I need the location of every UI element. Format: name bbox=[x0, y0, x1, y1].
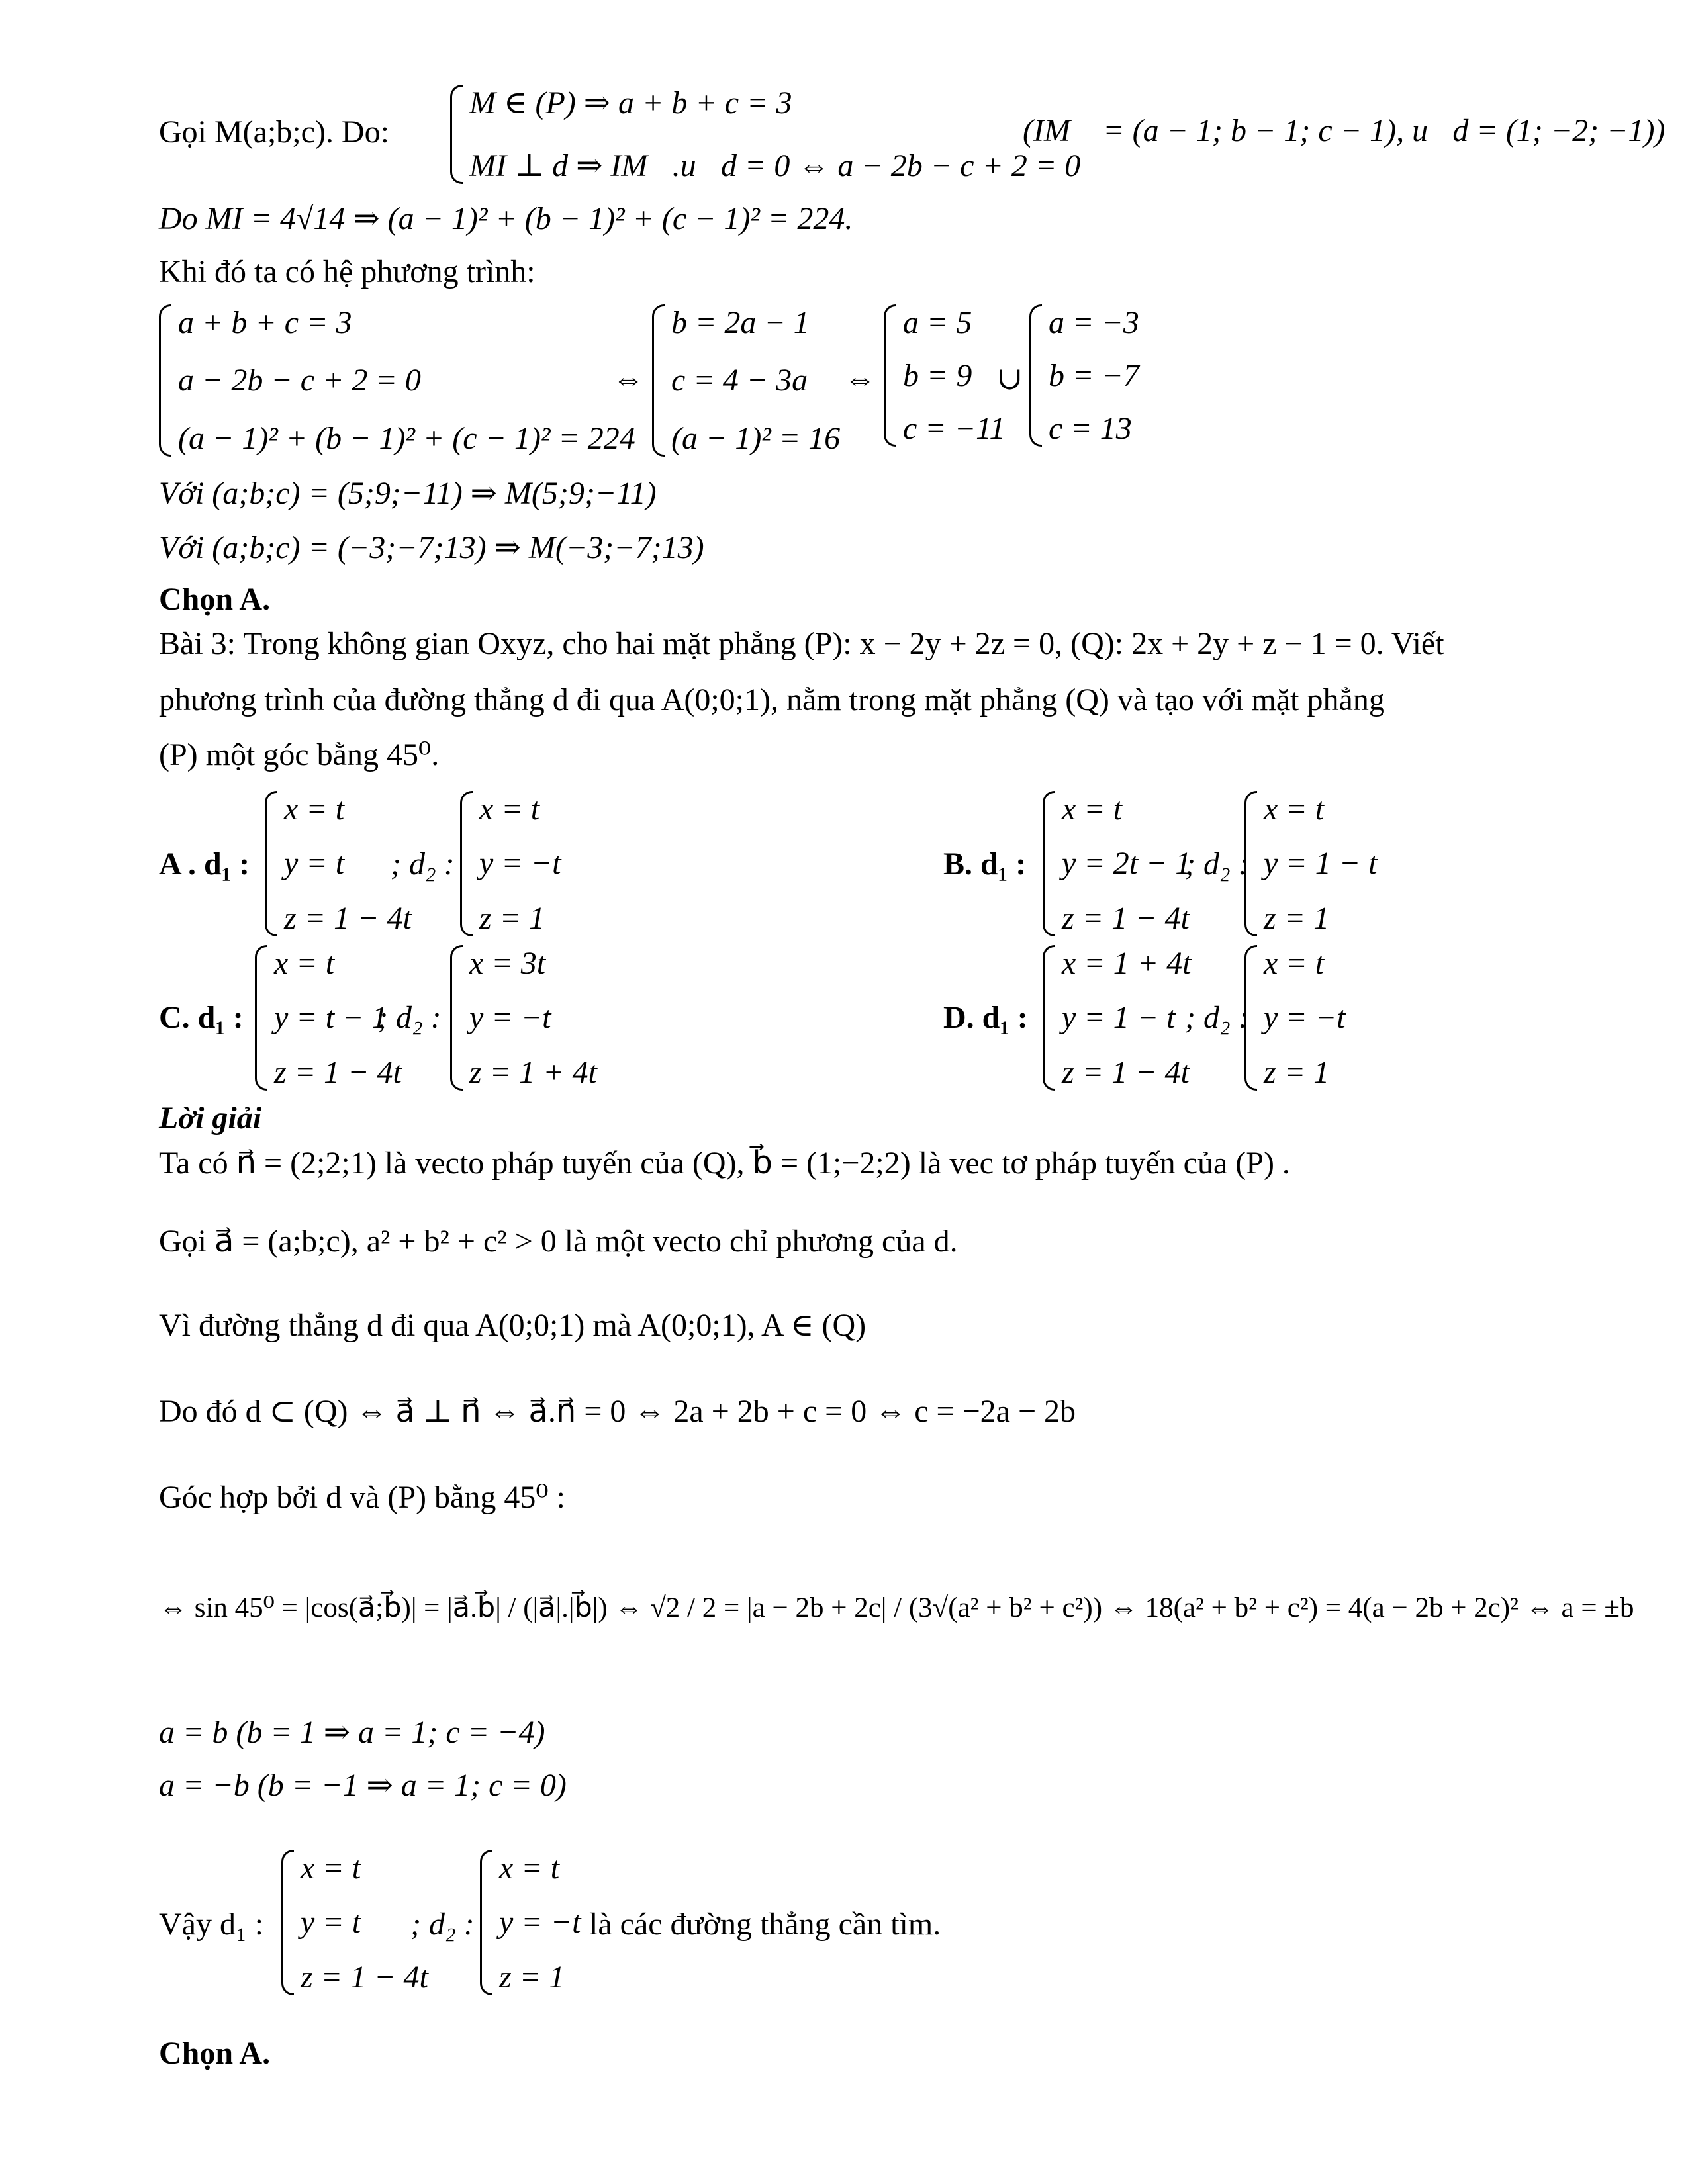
sys-row: x = 3t bbox=[469, 946, 546, 981]
sys-row: MI ⊥ d ⇒ IM⃗.u⃗d = 0 ⇔ a − 2b − c + 2 = 0 bbox=[469, 148, 1081, 183]
sys-row: x = t bbox=[1062, 792, 1123, 827]
brace bbox=[1244, 945, 1257, 1091]
problem-3-line-3: (P) một góc bằng 45⁰. bbox=[159, 737, 440, 772]
sys-row: y = −t bbox=[499, 1905, 581, 1940]
solution-line-7: a = b (b = 1 ⇒ a = 1; c = −4) bbox=[159, 1715, 545, 1750]
solution-line-8: a = −b (b = −1 ⇒ a = 1; c = 0) bbox=[159, 1768, 567, 1803]
conclusion-end: là các đường thẳng cần tìm. bbox=[589, 1907, 941, 1942]
sys-row: a = 5 bbox=[903, 305, 972, 340]
conclusion-mid: ; d₂ : bbox=[410, 1907, 475, 1942]
option-a-d1 bbox=[265, 791, 412, 936]
brace bbox=[1043, 791, 1055, 936]
sys-row: y = 2t − 1 bbox=[1062, 846, 1192, 882]
solution-line-2: Gọi a⃗ = (a;b;c), a² + b² + c² > 0 là một vecto chỉ phương của d. bbox=[159, 1224, 958, 1259]
sys-row: a + b + c = 3 bbox=[178, 305, 352, 340]
case-1: Với (a;b;c) = (5;9;−11) ⇒ M(5;9;−11) bbox=[159, 476, 657, 511]
solution-line-6: ⇔ sin 45⁰ = |cos(a⃗;b⃗)| = |a⃗.b⃗| / (|a⃗|.|b⃗|) ⇔ √2 / 2 = |a − 2b + 2c| / (3√(a² + b² + c²)) ⇔ 18(a² + b² + c²) = 4(a − 2b + 2c)² ⇔ a = ±b bbox=[159, 1592, 1634, 1623]
option-b-label: B. d₁ : bbox=[943, 846, 1027, 882]
brace bbox=[281, 1850, 294, 1995]
option-d-mid: ; d₂ : bbox=[1185, 1000, 1249, 1035]
sys-row: z = 1 + 4t bbox=[469, 1054, 597, 1090]
answer-2: Chọn A. bbox=[159, 2036, 271, 2071]
sys-row: z = 1 − 4t bbox=[1062, 900, 1190, 936]
sys-row: (a − 1)² + (b − 1)² + (c − 1)² = 224 bbox=[178, 420, 635, 456]
system-m-conditions bbox=[450, 85, 1080, 184]
sys-row: y = −t bbox=[1264, 1000, 1346, 1036]
brace bbox=[480, 1850, 492, 1995]
sys-row: c = 13 bbox=[1049, 410, 1132, 446]
sys-row: x = t bbox=[479, 792, 540, 827]
sys-row: c = −11 bbox=[903, 410, 1006, 446]
system-3 bbox=[884, 304, 1006, 447]
case-2: Với (a;b;c) = (−3;−7;13) ⇒ M(−3;−7;13) bbox=[159, 530, 704, 565]
sys-row: z = 1 bbox=[1264, 1054, 1330, 1090]
sys-row: x = t bbox=[301, 1850, 361, 1886]
sys-row: x = t bbox=[274, 946, 335, 981]
option-c-d2 bbox=[450, 945, 597, 1091]
sys-row: z = 1 − 4t bbox=[301, 1959, 428, 1995]
option-c-mid: ; d₂ : bbox=[377, 1000, 442, 1035]
sys-row: b = 2a − 1 bbox=[671, 305, 810, 340]
goi-m-line: Gọi M(a;b;c). Do: bbox=[159, 114, 389, 150]
sys-row: x = t bbox=[499, 1850, 560, 1886]
sys-row: y = −t bbox=[479, 846, 561, 882]
sys-row: b = −7 bbox=[1049, 357, 1139, 393]
brace bbox=[884, 304, 896, 447]
sys-row: x = t bbox=[284, 792, 345, 827]
conclusion-d1 bbox=[281, 1850, 428, 1995]
option-d-d2 bbox=[1244, 945, 1345, 1091]
option-c-label: C. d₁ : bbox=[159, 1000, 244, 1035]
brace bbox=[450, 945, 463, 1091]
brace bbox=[1043, 945, 1055, 1091]
option-d-d1 bbox=[1043, 945, 1191, 1091]
sys-row: y = t − 1 bbox=[274, 1000, 388, 1036]
brace bbox=[255, 945, 267, 1091]
sys-row: a = −3 bbox=[1049, 305, 1139, 340]
brace bbox=[1029, 304, 1042, 447]
option-a-mid: ; d₂ : bbox=[391, 846, 455, 882]
conclusion-label: Vậy d₁ : bbox=[159, 1907, 264, 1942]
iff-symbol: ⇔ bbox=[844, 361, 876, 396]
sys-row: y = 1 − t bbox=[1264, 846, 1378, 882]
option-b-d2 bbox=[1244, 791, 1377, 936]
sys-row: y = 1 − t bbox=[1062, 1000, 1176, 1036]
option-b-d1 bbox=[1043, 791, 1191, 936]
sys-row: x = 1 + 4t bbox=[1062, 946, 1192, 981]
solution-line-4: Do đó d ⊂ (Q) ⇔ a⃗ ⊥ n⃗ ⇔ a⃗.n⃗ = 0 ⇔ 2a + 2b + c = 0 ⇔ c = −2a − 2b bbox=[159, 1394, 1076, 1429]
brace bbox=[450, 85, 463, 184]
sys-row: y = t bbox=[284, 846, 345, 882]
brace bbox=[460, 791, 473, 936]
brace bbox=[652, 304, 665, 457]
solution-line-1: Ta có n⃗ = (2;2;1) là vecto pháp tuyến của (Q), b⃗ = (1;−2;2) là vec tơ pháp tuyến của (P) . bbox=[159, 1146, 1290, 1181]
sys-row: x = t bbox=[1264, 792, 1325, 827]
sys-row: z = 1 − 4t bbox=[284, 900, 412, 936]
union-symbol: ∪ bbox=[996, 361, 1023, 396]
mi-length-line: Do MI = 4√14 ⇒ (a − 1)² + (b − 1)² + (c − 1)² = 224. bbox=[159, 201, 853, 236]
brace bbox=[265, 791, 277, 936]
sys-row: a − 2b − c + 2 = 0 bbox=[178, 363, 421, 398]
sys-row: M ∈ (P) ⇒ a + b + c = 3 bbox=[469, 85, 792, 120]
sys-row: y = −t bbox=[469, 1000, 551, 1036]
system-1 bbox=[159, 304, 635, 457]
option-a-label: A . d₁ : bbox=[159, 846, 250, 882]
option-d-label: D. d₁ : bbox=[943, 1000, 1028, 1035]
sys-row: y = t bbox=[301, 1905, 361, 1940]
sys-row: x = t bbox=[1264, 946, 1325, 981]
im-vector-note: (IM⃗ = (a − 1; b − 1; c − 1), u⃗d = (1; −2; −1)) bbox=[1023, 113, 1665, 148]
option-b-mid: ; d₂ : bbox=[1185, 846, 1249, 882]
iff-symbol: ⇔ bbox=[612, 361, 644, 396]
sys-row: z = 1 − 4t bbox=[1062, 1054, 1190, 1090]
brace bbox=[1244, 791, 1257, 936]
sys-row: b = 9 bbox=[903, 357, 972, 393]
solution-line-3: Vì đường thẳng d đi qua A(0;0;1) mà A(0;0;1), A ∈ (Q) bbox=[159, 1308, 867, 1343]
solution-heading: Lời giải bbox=[159, 1101, 262, 1136]
option-a-d2 bbox=[460, 791, 561, 936]
problem-3-line-1: Bài 3: Trong không gian Oxyz, cho hai mặt phẳng (P): x − 2y + 2z = 0, (Q): 2x + 2y + z − 1 = 0. Viết bbox=[159, 626, 1444, 661]
solution-line-5: Góc hợp bởi d và (P) bằng 45⁰ : bbox=[159, 1480, 565, 1515]
system-2 bbox=[652, 304, 840, 457]
sys-row: (a − 1)² = 16 bbox=[671, 420, 841, 456]
sys-row: z = 1 bbox=[479, 900, 545, 936]
problem-3-line-2: phương trình của đường thẳng d đi qua A(0;0;1), nằm trong mặt phẳng (Q) và tạo với mặt phẳng bbox=[159, 682, 1385, 717]
sys-row: z = 1 bbox=[1264, 900, 1330, 936]
system-4 bbox=[1029, 304, 1139, 447]
conclusion-d2 bbox=[480, 1850, 581, 1995]
system-intro: Khi đó ta có hệ phương trình: bbox=[159, 254, 536, 289]
answer-1: Chọn A. bbox=[159, 582, 271, 617]
sys-row: z = 1 bbox=[499, 1959, 565, 1995]
sys-row: z = 1 − 4t bbox=[274, 1054, 402, 1090]
brace bbox=[159, 304, 171, 457]
sys-row: c = 4 − 3a bbox=[671, 363, 808, 398]
